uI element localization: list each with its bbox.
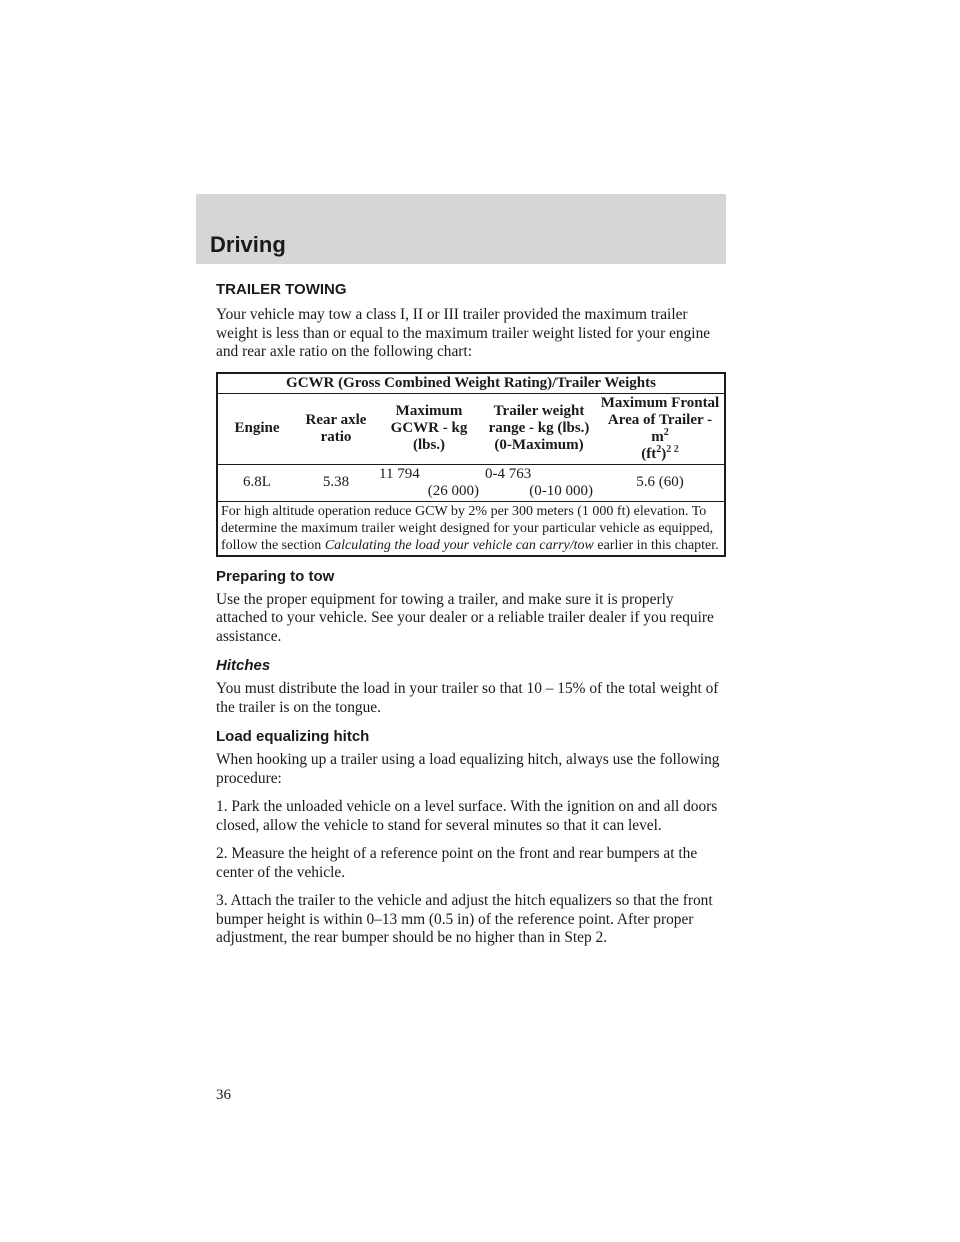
header-axle: Rear axle ratio [296,393,376,464]
footnote-ref: 2 2 [666,443,679,455]
hitches-text: You must distribute the load in your trailer so that 10 – 15% of the total weight of the trailer is on the tongue. [216,680,719,716]
preparing-title: Preparing to tow [216,567,335,585]
cell-gcwr-kg: 11 794 [379,465,420,482]
step-1: 1. Park the unloaded vehicle on a level surface. With the ignition on and all doors closed, allow the vehicle to stand for several minutes so that it can level. [216,798,718,834]
cell-engine: 6.8L [217,464,296,501]
note-italic-ref: Calculating the load your vehicle can carry/tow [324,537,594,553]
frontal-label: Maximum Frontal Area of Trailer - m [600,394,720,445]
frontal-sup: 2 [663,426,669,438]
header-engine: Engine [217,393,296,464]
header-frontal-area [596,393,725,464]
section-title: TRAILER TOWING [216,281,347,298]
table-title: GCWR (Gross Combined Weight Rating)/Trailer Weights [217,373,725,394]
cell-trailer-kg: 0-4 763 [485,465,532,482]
table-row [217,464,725,501]
load-hitch-title: Load equalizing hitch [216,728,370,745]
trailer-weight-table [216,372,726,557]
note-text: For high altitude operation reduce GCW by 2% per 300 meters (1 000 ft) elevation. To determine the maximum trailer weight designed for your particular vehicle as equipped, follow the section [221,503,714,553]
chapter-title: Driving [210,232,286,257]
frontal-unit-sup: 2 [656,443,662,455]
cell-gcwr-lbs: (26 000) [427,482,479,499]
header-gcwr: Maximum GCWR - kg (lbs.) [376,393,482,464]
step-2: 2. Measure the height of a reference point on the front and rear bumpers at the center of the vehicle. [216,845,698,881]
chapter-header [196,194,726,264]
page-number: 36 [216,1087,231,1103]
page-content [216,280,726,958]
cell-trailer-lbs: (0-10 000) [529,482,593,499]
cell-axle: 5.38 [296,464,376,501]
load-hitch-intro: When hooking up a trailer using a load equalizing hitch, always use the following procedure: [216,751,720,787]
note-end: earlier in this chapter. [597,537,719,553]
step-3: 3. Attach the trailer to the vehicle and adjust the hitch equalizers so that the front bumper height is within 0–13 mm (0.5 in) of the reference point. After proper adjustment, the rear bumper should be no higher than in Step 2. [216,892,713,946]
cell-gcwr [376,464,482,501]
cell-frontal: 5.6 (60) [596,464,725,501]
hitches-title: Hitches [216,657,271,674]
frontal-unit: (ft [641,445,657,462]
cell-trailer [482,464,596,501]
preparing-text: Use the proper equipment for towing a trailer, and make sure it is properly attached to your vehicle. See your dealer or a reliable trailer dealer if you require assistance. [216,590,714,645]
intro-paragraph: Your vehicle may tow a class I, II or III trailer provided the maximum trailer weight is less than or equal to the maximum trailer weight listed for your engine and rear axle ratio on the following chart: [216,306,711,360]
frontal-close: ) [661,445,667,462]
header-trailer-weight: Trailer weight range - kg (lbs.) (0-Maximum) [482,393,596,464]
table-note [217,501,725,556]
